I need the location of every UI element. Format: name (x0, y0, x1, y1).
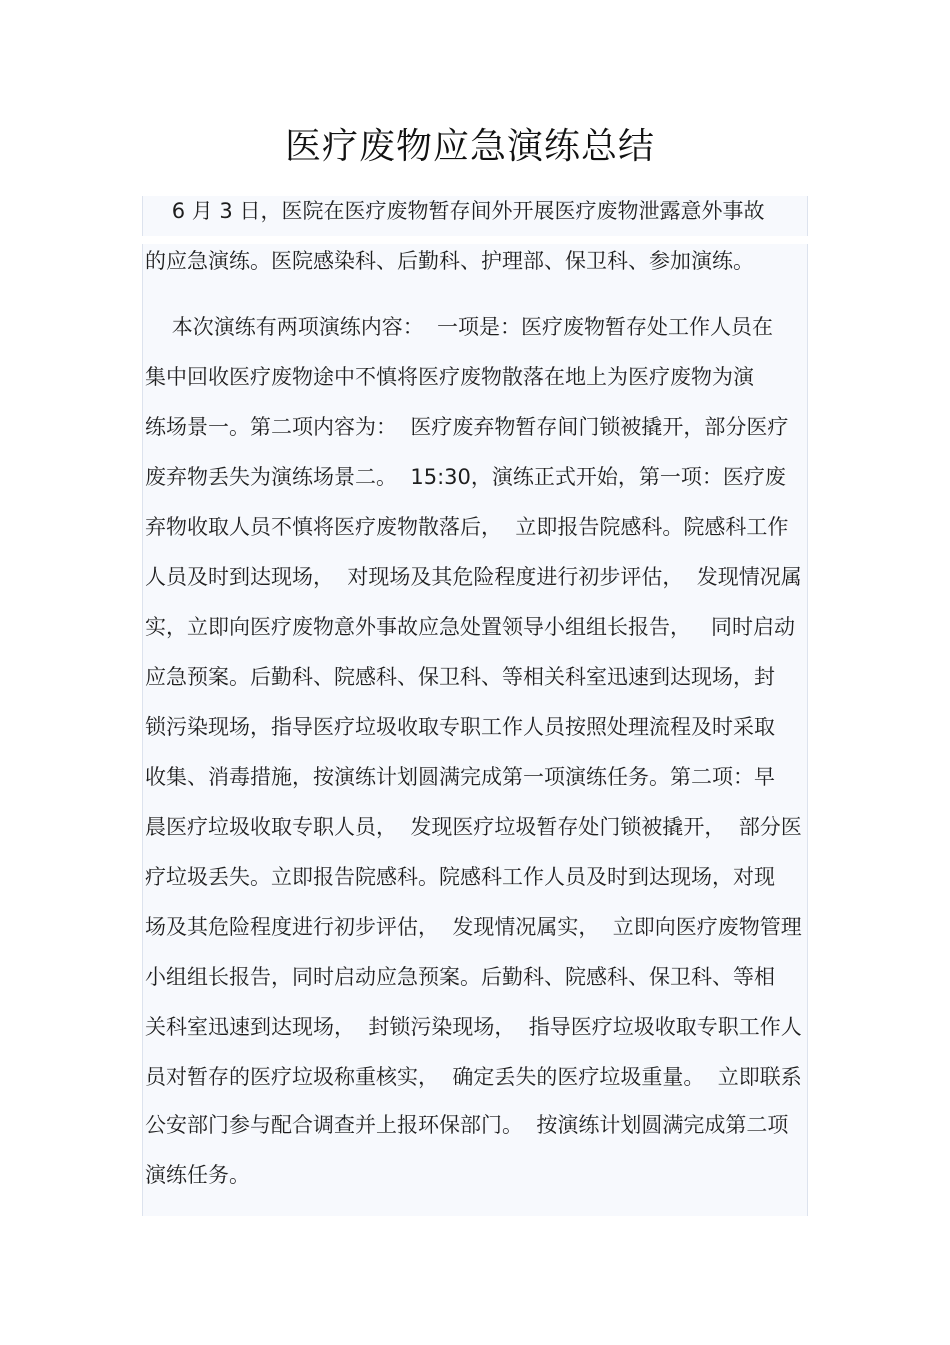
paragraph-2-line-4: 废弃物丢失为演练场景二。 15:30，演练正式开始，第一项：医疗废 (145, 465, 786, 489)
paragraph-2-line-13: 场及其危险程度进行初步评估， 发现情况属实， 立即向医疗废物管理 (145, 915, 802, 939)
paragraph-2-line-18: 演练任务。 (145, 1163, 250, 1187)
paragraph-1-line-2: 的应急演练。医院感染科、后勤科、护理部、保卫科、参加演练。 (145, 249, 754, 273)
paragraph-2-line-10: 收集、消毒措施，按演练计划圆满完成第一项演练任务。第二项：早 (145, 765, 775, 789)
panel-divider (142, 236, 808, 244)
paragraph-2-line-2: 集中回收医疗废物途中不慎将医疗废物散落在地上为医疗废物为演 (145, 365, 754, 389)
paragraph-2-line-12: 疗垃圾丢失。立即报告院感科。院感科工作人员及时到达现场，对现 (145, 865, 775, 889)
paragraph-2-line-17: 公安部门参与配合调查并上报环保部门。 按演练计划圆满完成第二项 (145, 1113, 789, 1137)
paragraph-2-line-6: 人员及时到达现场， 对现场及其危险程度进行初步评估， 发现情况属 (145, 565, 802, 589)
paragraph-2-line-3: 练场景一。第二项内容为： 医疗废弃物暂存间门锁被撬开，部分医疗 (145, 415, 789, 439)
paragraph-2-line-15: 关科室迅速到达现场， 封锁污染现场， 指导医疗垃圾收取专职工作人 (145, 1015, 802, 1039)
paragraph-2-line-11: 晨医疗垃圾收取专职人员， 发现医疗垃圾暂存处门锁被撬开， 部分医 (145, 815, 802, 839)
paragraph-1-line-1: 6 月 3 日，医院在医疗废物暂存间外开展医疗废物泄露意外事故 (145, 199, 765, 223)
paragraph-2-line-9: 锁污染现场，指导医疗垃圾收取专职工作人员按照处理流程及时采取 (145, 715, 775, 739)
paragraph-2-line-7: 实，立即向医疗废物意外事故应急处置领导小组组长报告， 同时启动 (145, 615, 796, 639)
paragraph-2-line-5: 弃物收取人员不慎将医疗废物散落后， 立即报告院感科。院感科工作 (145, 515, 789, 539)
paragraph-2-line-16: 员对暂存的医疗垃圾称重核实， 确定丢失的医疗垃圾重量。 立即联系 (145, 1065, 802, 1089)
paragraph-2-line-1: 本次演练有两项演练内容： 一项是：医疗废物暂存处工作人员在 (145, 315, 774, 339)
paragraph-2-line-14: 小组组长报告，同时启动应急预案。后勤科、院感科、保卫科、等相 (145, 965, 775, 989)
paragraph-2-line-8: 应急预案。后勤科、院感科、保卫科、等相关科室迅速到达现场，封 (145, 665, 775, 689)
document-title: 医疗废物应急演练总结 (284, 126, 655, 167)
